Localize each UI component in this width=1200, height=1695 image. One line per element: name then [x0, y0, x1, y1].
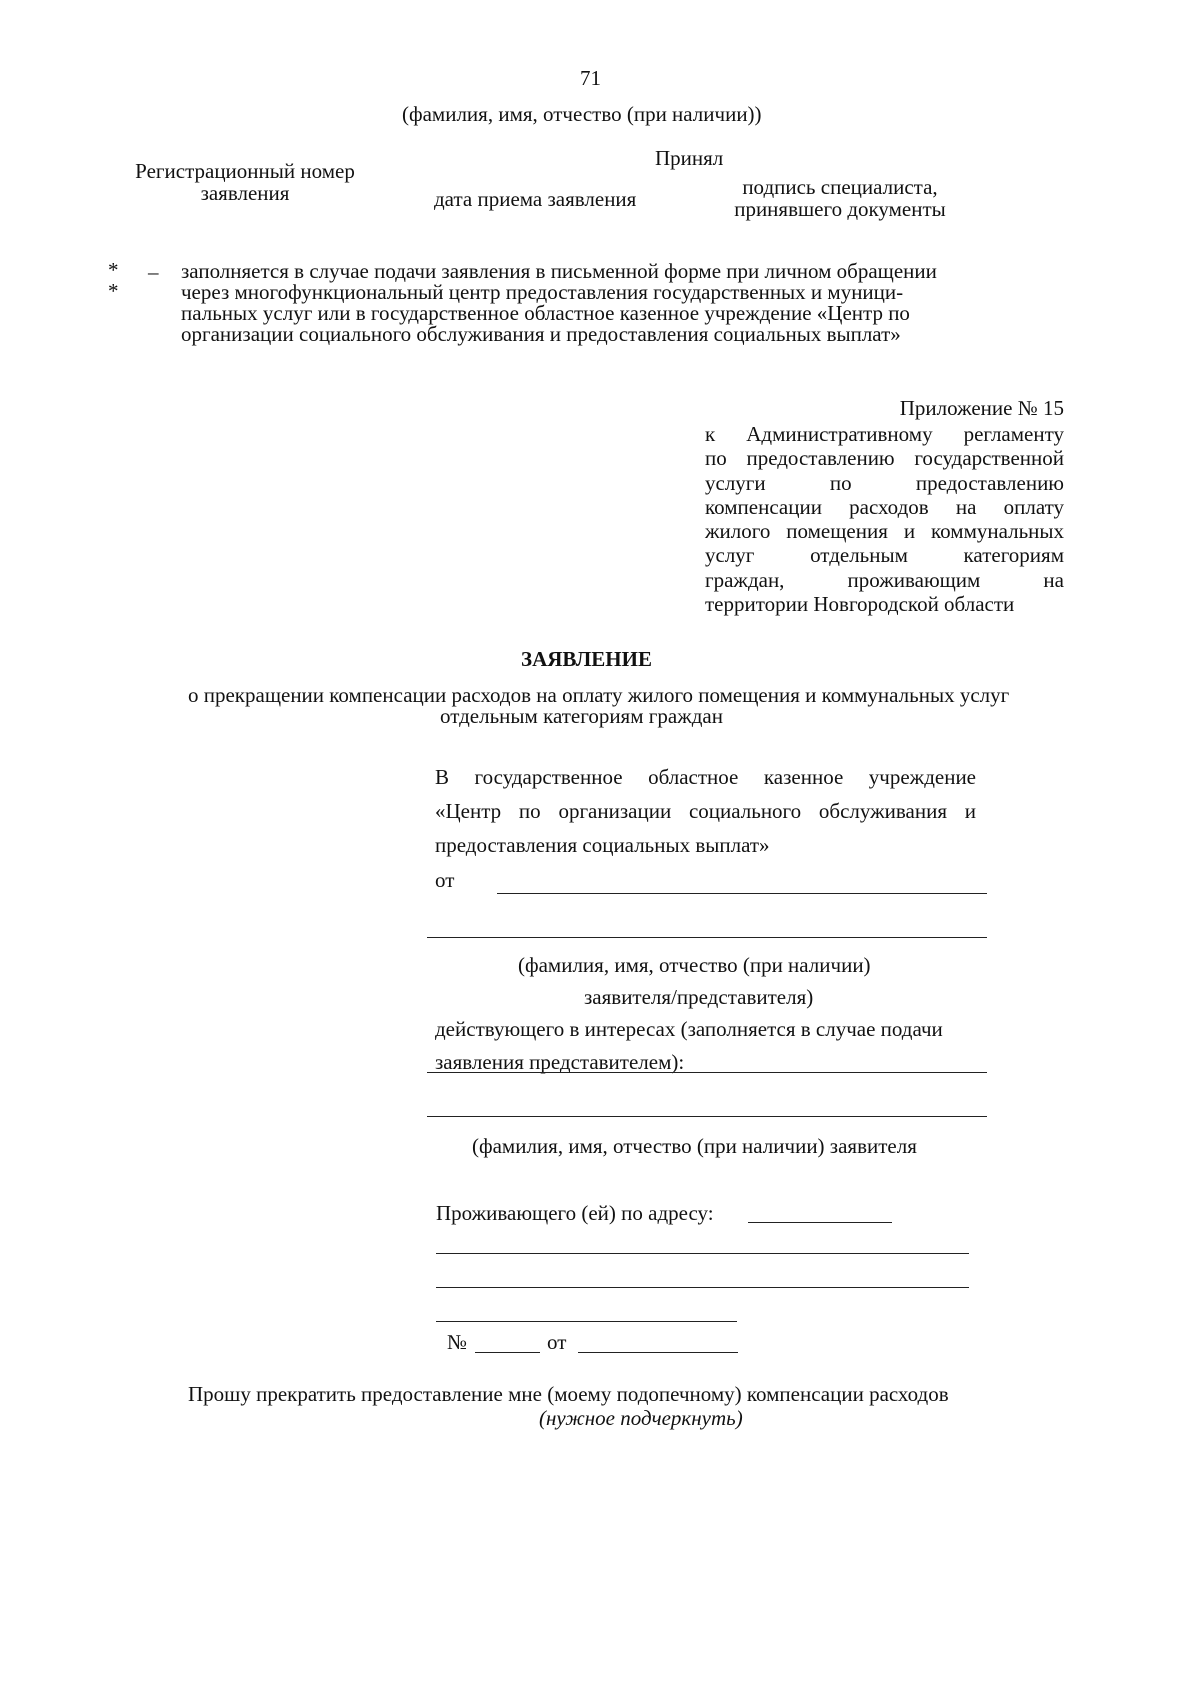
reg-number-line1: Регистрационный номер — [135, 159, 355, 183]
address-blank-line-2[interactable] — [436, 1253, 969, 1254]
address-blank-line-3[interactable] — [436, 1287, 969, 1288]
from-blank-line[interactable] — [497, 893, 987, 894]
signature-label — [715, 176, 965, 220]
applicant-caption-2: заявителя/представителя) — [584, 985, 814, 1009]
applicant-blank-line[interactable] — [427, 1116, 987, 1117]
appendix-last-line: территории Новгородской области — [705, 592, 1015, 617]
footnote-line: через многофункциональный центр предоставления государственных и муници- — [181, 280, 904, 304]
request-note: (нужное подчеркнуть) — [539, 1406, 743, 1430]
appendix-text — [705, 422, 1064, 616]
footnote-line: пальных услуг или в государственное областное казенное учреждение «Центр по — [181, 301, 910, 325]
from-label: от — [435, 868, 455, 892]
acting-line-1: действующего в интересах (заполняется в случае подачи — [435, 1017, 943, 1041]
number-blank-line[interactable] — [475, 1352, 540, 1353]
representative-blank-line[interactable] — [427, 1072, 987, 1073]
applicant-caption-1: (фамилия, имя, отчество (при наличии) — [518, 953, 871, 977]
applicant-caption-3: (фамилия, имя, отчество (при наличии) заявителя — [472, 1134, 917, 1158]
footnote-mark-1: * — [108, 258, 119, 282]
addressee-line: предоставления социальных выплат» — [435, 833, 770, 857]
date-blank-line[interactable] — [578, 1352, 738, 1353]
acting-line-2: заявления представителем): — [435, 1050, 685, 1074]
reg-number-line2: заявления — [200, 181, 290, 205]
fio-caption: (фамилия, имя, отчество (при наличии)) — [402, 102, 762, 126]
address-blank-line[interactable] — [748, 1222, 892, 1223]
signature-line1: подпись специалиста, — [742, 175, 938, 199]
footnote-line: заполняется в случае подачи заявления в письменной форме при личном обращении — [181, 259, 937, 283]
statement-subheading-1: о прекращении компенсации расходов на оплату жилого помещения и коммунальных услуг — [188, 683, 1010, 707]
appendix-line: компенсации расходов на оплату — [705, 494, 1064, 519]
appendix-line: граждан, проживающим на — [705, 567, 1064, 592]
appendix-line: услуги по предоставлению — [705, 470, 1064, 495]
date-from-label: от — [547, 1330, 567, 1354]
addressee-block — [435, 760, 976, 862]
footnote-mark-2: * — [108, 279, 119, 303]
signature-line2: принявшего документы — [734, 197, 946, 221]
request-line: Прошу прекратить предоставление мне (моему подопечному) компенсации расходов — [188, 1382, 949, 1406]
appendix-title: Приложение № 15 — [899, 396, 1064, 420]
page-number: 71 — [580, 66, 601, 90]
number-sign: № — [447, 1330, 468, 1354]
statement-heading: ЗАЯВЛЕНИЕ — [521, 647, 652, 671]
addressee-line: В государственное областное казенное учреждение — [435, 765, 976, 789]
accepted-label: Принял — [655, 146, 724, 170]
appendix-line: жилого помещения и коммунальных — [705, 519, 1064, 544]
footnote-text — [181, 261, 937, 345]
appendix-line: к Административному регламенту — [705, 422, 1064, 446]
date-label: дата приема заявления — [434, 187, 637, 211]
from-blank-line-2[interactable] — [427, 937, 987, 938]
appendix-line: по предоставлению государственной — [705, 446, 1064, 471]
appendix-line: услуг отдельным категориям — [705, 543, 1064, 568]
footnote-dash: – — [148, 260, 159, 284]
address-blank-line-4[interactable] — [436, 1321, 737, 1322]
statement-subheading-2: отдельным категориям граждан — [440, 704, 723, 728]
footnote-line: организации социального обслуживания и предоставления социальных выплат» — [181, 322, 901, 346]
addressee-line: «Центр по организации социального обслуживания и — [435, 799, 976, 823]
reg-number-label — [110, 160, 380, 204]
address-label: Проживающего (ей) по адресу: — [436, 1201, 714, 1225]
